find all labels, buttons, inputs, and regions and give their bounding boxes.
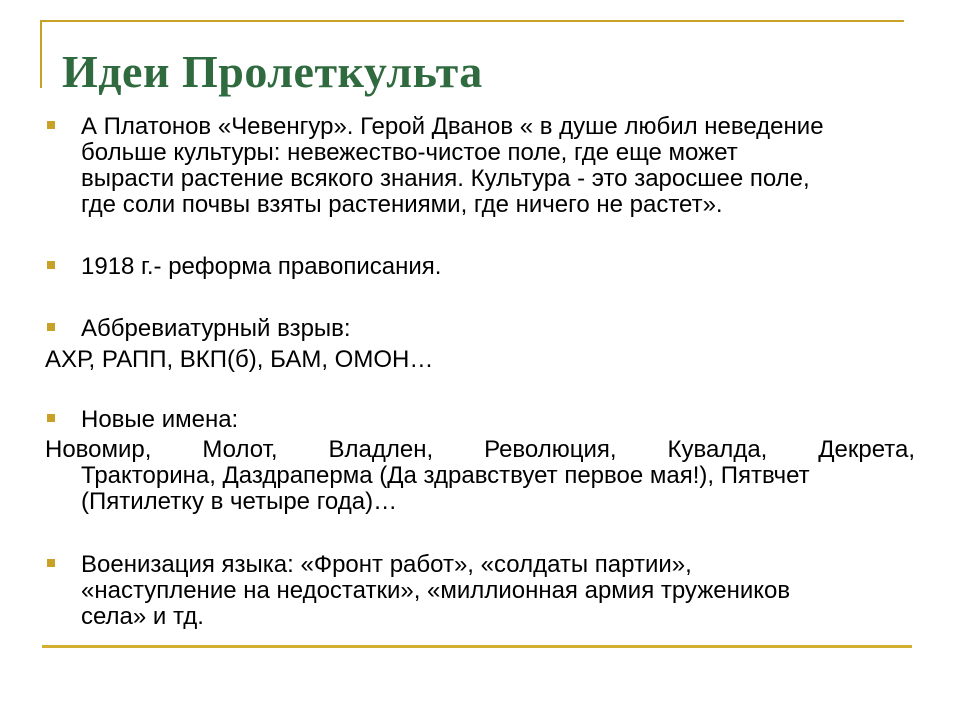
spelling-reform-text: 1918 г.- реформа правописания. [81,253,442,280]
new-names-heading: Новые имена: [81,406,239,433]
abbreviation-examples: АХР, РАПП, ВКП(б), БАМ, ОМОН… [45,346,434,373]
militarization-line-1: Военизация языка: «Фронт работ», «солдаты партии», [81,551,692,578]
bullet-icon [47,121,55,129]
frame-left-line [40,20,42,88]
name-word: Революция, [484,436,617,463]
new-names-list [45,437,915,515]
frame-bottom-line [42,645,912,648]
new-names-line-3: (Пятилетку в четыре года)… [81,488,398,515]
quote-line-4: где соли почвы взяты растениями, где ничего не растет». [81,191,723,218]
new-names-line-2: Тракторина, Даздраперма (Да здравствует первое мая!), Пятвчет [81,462,810,489]
quote-line-3: вырасти растение всякого знания. Культура - это заросшее поле, [81,165,810,192]
name-word: Кувалда, [667,436,768,463]
quote-line-2: больше культуры: невежество-чистое поле, где еще может [81,139,738,166]
new-names-line-1 [45,437,915,463]
slide-title: Идеи Пролеткульта [62,46,483,97]
name-word: Владлен, [328,436,434,463]
bullet-icon [47,414,55,422]
name-word: Декрета, [818,436,916,463]
militarization-line-3: села» и тд. [81,603,204,630]
bullet-icon [47,261,55,269]
frame-top-line [40,20,904,22]
quote-line-1: А Платонов «Чевенгур». Герой Дванов « в душе любил неведение [81,113,824,140]
name-word: Молот, [202,436,278,463]
bullet-icon [47,559,55,567]
bullet-icon [47,323,55,331]
militarization-line-2: «наступление на недостатки», «миллионная армия тружеников [81,577,791,604]
abbreviation-heading: Аббревиатурный взрыв: [81,315,351,342]
name-word: Новомир, [45,436,152,463]
